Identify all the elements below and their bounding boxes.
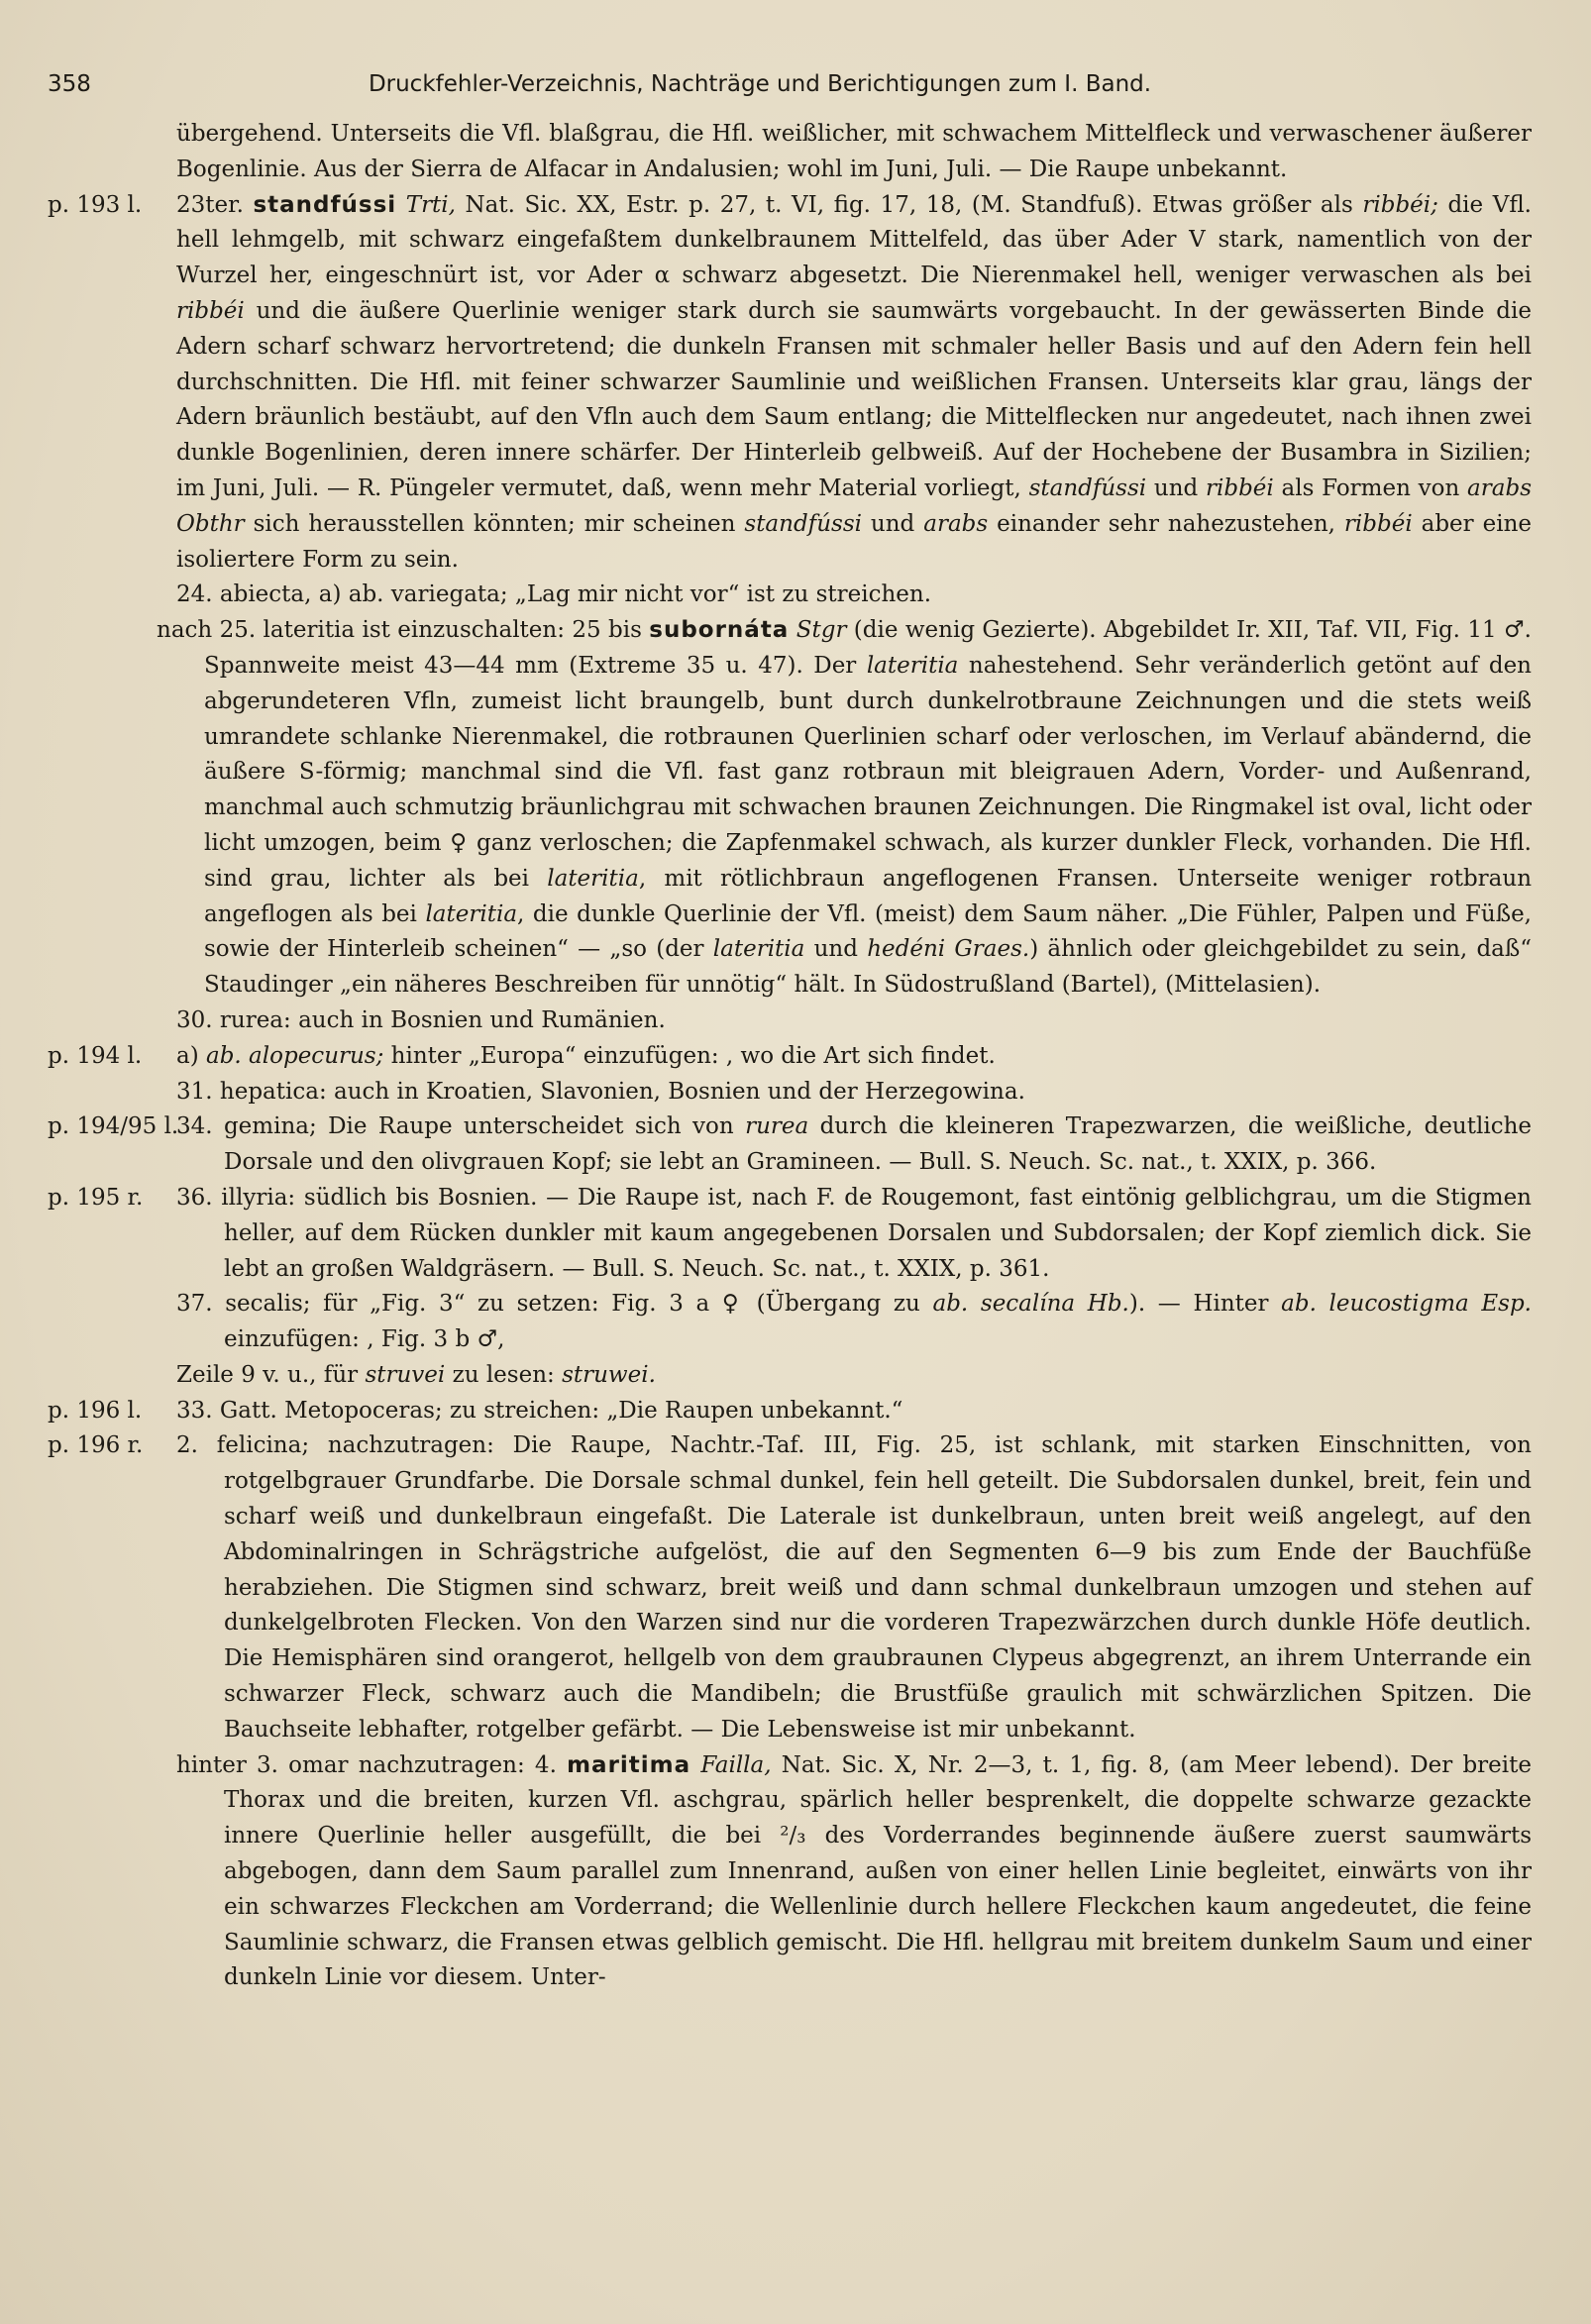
entry-standfussi: p. 193 l. 23ter. standfússi Trti, Nat. Sic. XX, Estr. p. 27, t. VI, fig. 17, 18, (M. Standfuß). Etwas größer als ribbéi; die Vfl. hell lehmgelb, mit schwarz eingefaßtem dunkelbraunem Mittelfeld, das über Ader V stark, namentlich von der Wurzel her, eingeschnürt ist, vor Ader α schwarz abgesetzt. Die Nierenmakel hell, weniger verwaschen als bei ribbéi und die äußere Querlinie weniger stark durch sie saumwärts vorgebaucht. In der gewässerten Binde die Adern scharf schwarz hervortretend; die dunkeln Fransen mit schmaler heller Basis und auf den Adern fein hell durchschnitten. Die Hfl. mit feiner schwarzer Saumlinie und weißlichen Fransen. Unterseits klar grau, längs der Adern bräunlich bestäubt, auf den Vfln auch dem Saum entlang; die Mittelflecken nur angedeutet, nach ihnen zwei dunkle Bogenlinien, deren innere schärfer. Der Hinterleib gelbweiß. Auf der Hochebene der Busambra in Sizilien; im Juni, Juli. — R. Püngeler vermutet, daß, wenn mehr Material vorliegt, standfússi und ribbéi als Formen von arabs Obthr sich herausstellen könnten; mir scheinen standfússi und arabs einander sehr nahezustehen, ribbéi aber eine isoliertere Form zu sein. — [48, 188, 1532, 579]
entry-hepatica: 31. hepatica: auch in Kroatien, Slavonien, Bosnien und der Herzegowina. — [176, 1078, 1025, 1105]
page-ref: p. 195 r. — [48, 1184, 144, 1211]
entry-rurea: 30. rurea: auch in Bosnien und Rumänien. — [176, 1006, 666, 1033]
running-head — [48, 71, 1532, 97]
page-ref: p. 194/95 l. — [48, 1113, 179, 1140]
entry-felicina: p. 196 r. 2. felicina; nachzutragen: Die Raupe, Nachtr.-Taf. III, Fig. 25, ist schlank, mit starken Einschnitten, von rotgelbgrauer Grundfarbe. Die Dorsale schmal dunkel, fein hell geteilt. Die Subdorsalen dunkel, breit, fein und scharf weiß und dunkelbraun eingefaßt. Die Laterale ist dunkelbraun, unten breit weiß angelegt, auf den Abdominalringen in Schrägstriche aufgelöst, die auf den Segmenten 6—9 bis zum Ende der Bauchfüße herabziehen. Die Stigmen sind schwarz, breit weiß und dann schmal dunkelbraun umzogen und stehen auf dunkelgelbroten Flecken. Von den Warzen sind nur die vorderen Trapezwärzchen durch dunkle Höfe deutlich. Die Hemisphären sind orangerot, hellgelb von dem graubraunen Clypeus abgegrenzt, an ihrem Unterrande ein schwarzer Fleck, schwarz auch die Mandibeln; die Brustfüße graulich mit schwärzlichen Spitzen. Die Bauchseite lebhafter, rotgelber gefärbt. — Die Lebensweise ist mir unbekannt. — [48, 1428, 1532, 1747]
entry-maritima: hinter 3. omar nachzutragen: 4. maritima Failla, Nat. Sic. X, Nr. 2—3, t. 1, fig. 8, (am Meer lebend). Der breite Thorax und die breiten, kurzen Vfl. aschgrau, spärlich heller besprenkelt, die doppelte schwarze gezackte innere Querlinie heller ausgefüllt, die bei ²/₃ des Vorderrandes beginnende äußere zuerst saumwärts abgebogen, dann dem Saum parallel zum Innenrand, außen von einer hellen Linie begleitet, einwärts von ihr ein schwarzes Fleckchen am Vorderrand; die Wellenlinie durch hellere Fleckchen kaum angedeutet, die feine Saumlinie schwarz, die Fransen etwas gelblich gemischt. Die Hfl. hellgrau mit breitem dunkelm Saum und einer dunkeln Linie vor diesem. Unter- — [176, 1751, 1532, 1991]
entry-abiecta: 24. abiecta, a) ab. variegata; „Lag mir nicht vor“ ist zu streichen. — [176, 581, 932, 608]
entry-zeile: Zeile 9 v. u., für struvei zu lesen: struwei. — [176, 1361, 656, 1388]
entry-gemina: p. 194/95 l. 34. gemina; Die Raupe unterscheidet sich von rurea durch die kleineren Trapezwarzen, die weißliche, deutliche Dorsale und den olivgrauen Kopf; sie lebt an Gramineen. — Bull. S. Neuch. Sc. nat., t. XXIX, p. 366. — [48, 1109, 1532, 1181]
page-ref: p. 196 l. — [48, 1397, 143, 1424]
entry-alopecurus: p. 194 l. a) ab. alopecurus; hinter „Europa“ einzufügen: , wo die Art sich findet. — [48, 1039, 1532, 1075]
entry-metopoceras: p. 196 l. 33. Gatt. Metopoceras; zu streichen: „Die Raupen unbekannt.“ — [48, 1394, 1532, 1429]
entry-continuation: übergehend. Unterseits die Vfl. blaßgrau, die Hfl. weißlicher, mit schwachem Mittelfleck und verwaschener äußerer Bogenlinie. Aus der Sierra de Alfacar in Andalusien; wohl im Juni, Juli. — Die Raupe unbekannt. — [176, 121, 1532, 182]
page-number: 358 — [48, 71, 91, 97]
running-title: Druckfehler-Verzeichnis, Nachträge und Berichtigungen zum I. Band. — [368, 71, 1152, 97]
entry-illyria: p. 195 r. 36. illyria: südlich bis Bosnien. — Die Raupe ist, nach F. de Rougemont, fast eintönig gelblichgrau, um die Stigmen heller, auf dem Rücken dunkler mit kaum angegebenen Dorsalen und Subdorsalen; der Kopf ziemlich dick. Sie lebt an großen Waldgräsern. — Bull. S. Neuch. Sc. nat., t. XXIX, p. 361. — [48, 1181, 1532, 1287]
entry-secalis: 37. secalis; für „Fig. 3“ zu setzen: Fig. 3 a ♀ (Übergang zu ab. secalína Hb.). — Hinter ab. leucostigma Esp. einzufügen: , Fig. 3 b ♂, — [176, 1291, 1532, 1353]
entry-subornata: nach 25. lateritia ist einzuschalten: 25 bis subornáta Stgr (die wenig Gezierte). Abgebildet Ir. XII, Taf. VII, Fig. 11 ♂. Spannweite meist 43—44 mm (Extreme 35 u. 47). Der lateritia nahestehend. Sehr veränderlich getönt auf den abgerundeteren Vfln, zumeist licht braungelb, bunt durch dunkelrotbraune Zeichnungen und die stets weiß umrandete schlanke Nierenmakel, die rotbraunen Querlinien scharf oder verloschen, im Verlauf abändernd, die äußere S-förmig; manchmal sind die Vfl. fast ganz rotbraun mit bleigrauen Adern, Vorder- und Außenrand, manchmal auch schmutzig bräunlichgrau mit schwachen braunen Zeichnungen. Die Ringmakel ist oval, licht oder licht umzogen, beim ♀ ganz verloschen; die Zapfenmakel schwach, als kurzer dunkler Fleck, vorhanden. Die Hfl. sind grau, lichter als bei lateritia, mit rötlichbraun angeflogenen Fransen. Unterseite weniger rotbraun angeflogen als bei lateritia, die dunkle Querlinie der Vfl. (meist) dem Saum näher. „Die Fühler, Palpen und Füße, sowie der Hinterleib scheinen“ — „so (der lateritia und hedéni Graes.) ähnlich oder gleichgebildet zu sein, daß“ Staudinger „ein näheres Beschreiben für unnötig“ hält. In Südostrußland (Bartel), (Mittelasien). — [157, 617, 1533, 999]
page-ref: p. 193 l. — [48, 191, 143, 218]
page-ref: p. 196 r. — [48, 1432, 144, 1459]
page-ref: p. 194 l. — [48, 1042, 143, 1069]
